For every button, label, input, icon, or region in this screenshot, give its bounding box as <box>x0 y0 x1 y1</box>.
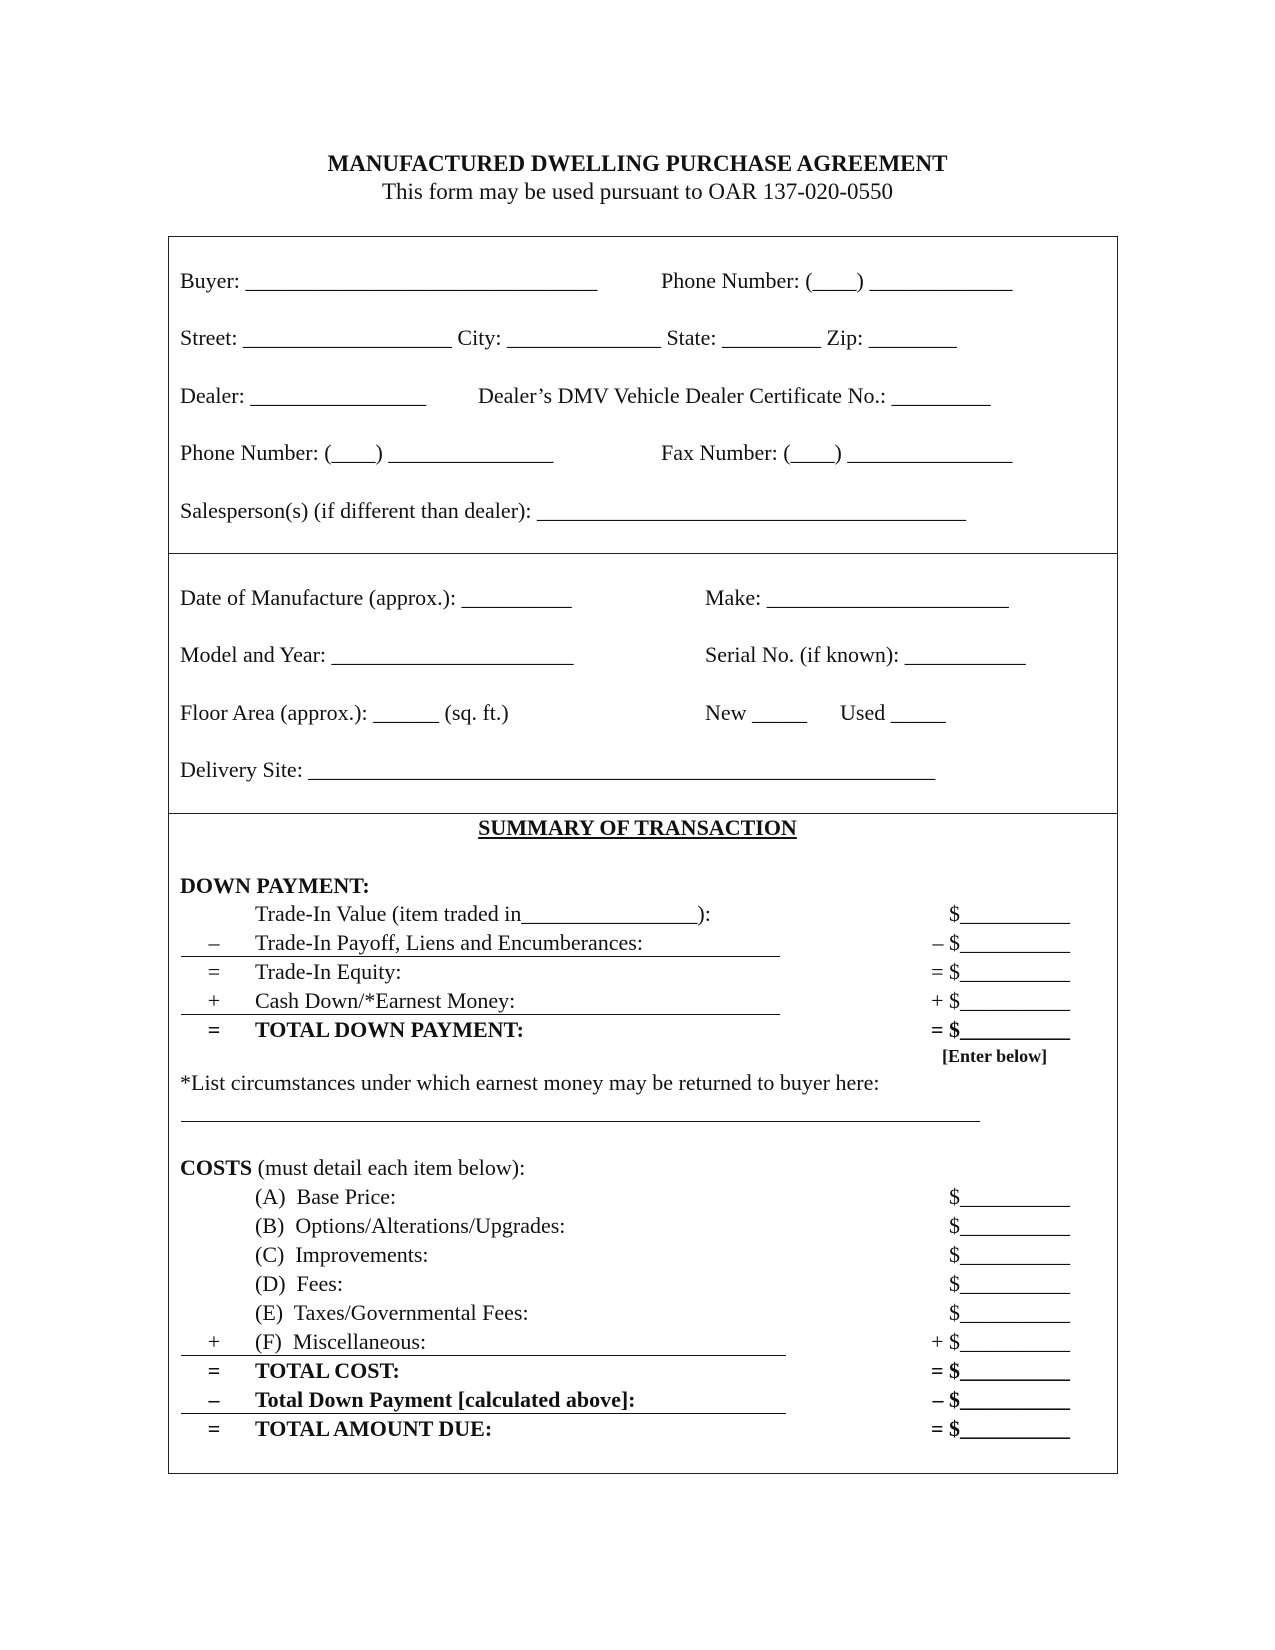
dp-rows-underline <box>181 1014 780 1015</box>
dp-rows-label: Cash Down/*Earnest Money: <box>255 988 516 1013</box>
buyer-phone-field[interactable]: Phone Number: (____) _____________ <box>661 268 1013 293</box>
cost-rows-label: (C) Improvements: <box>255 1242 429 1267</box>
dealer-certificate-field[interactable]: Dealer’s DMV Vehicle Dealer Certificate No.: _________ <box>478 383 991 408</box>
new-field[interactable]: New _____ <box>705 700 808 725</box>
form-subtitle: This form may be used pursuant to OAR 137-020-0550 <box>381 179 894 204</box>
cost-rows-label: TOTAL COST: <box>255 1358 400 1383</box>
date-of-manufacture-field[interactable]: Date of Manufacture (approx.): __________ <box>180 585 572 610</box>
costs-heading: COSTS <box>180 1155 253 1180</box>
dealer-phone-field[interactable]: Phone Number: (____) _______________ <box>180 440 554 465</box>
dp-rows-sign: = <box>207 959 221 984</box>
cost-rows-amount-field[interactable]: $__________ <box>949 1242 1070 1267</box>
cost-rows-sign: = <box>207 1358 221 1383</box>
dp-rows-label: TOTAL DOWN PAYMENT: <box>255 1017 524 1042</box>
dp-rows-amount-field[interactable]: = $__________ <box>931 959 1070 984</box>
salesperson-field[interactable]: Salesperson(s) (if different than dealer): _______________________________________ <box>180 498 966 523</box>
dp-rows-label: Trade-In Payoff, Liens and Encumberances: <box>255 930 643 955</box>
cost-rows-amount-field[interactable]: $__________ <box>949 1271 1070 1296</box>
cost-rows-label: (D) Fees: <box>255 1271 343 1296</box>
floor-area-field[interactable]: Floor Area (approx.): ______ (sq. ft.) <box>180 700 509 725</box>
dp-rows-label: Trade-In Value (item traded in________________): <box>255 901 711 926</box>
costs-heading-line <box>180 1157 525 1179</box>
cost-rows-amount-field[interactable]: = $__________ <box>930 1416 1070 1441</box>
cost-rows-sign: + <box>207 1329 221 1354</box>
cost-rows-amount-field[interactable]: $__________ <box>949 1213 1070 1238</box>
costs-subheading: (must detail each item below): <box>257 1155 526 1180</box>
fax-field[interactable]: Fax Number: (____) _______________ <box>661 440 1013 465</box>
street-city-state-zip-field[interactable]: Street: ___________________ City: ______________ State: _________ Zip: ________ <box>180 325 957 350</box>
delivery-site-field[interactable]: Delivery Site: _________________________________________________________ <box>180 757 936 782</box>
serial-field[interactable]: Serial No. (if known): ___________ <box>705 642 1026 667</box>
cost-rows-sign: – <box>208 1387 220 1412</box>
down-payment-heading: DOWN PAYMENT: <box>180 873 370 898</box>
dp-rows-sign: = <box>207 1017 221 1042</box>
cost-rows-underline <box>181 1413 786 1414</box>
cost-rows-label: (A) Base Price: <box>255 1184 397 1209</box>
dp-rows-label: Trade-In Equity: <box>255 959 402 984</box>
enter-below-note: [Enter below] <box>942 1046 1048 1066</box>
cost-rows-label: (B) Options/Alterations/Upgrades: <box>255 1213 566 1238</box>
cost-rows-label: TOTAL AMOUNT DUE: <box>255 1416 493 1441</box>
summary-heading: SUMMARY OF TRANSACTION <box>478 815 797 840</box>
cost-rows-amount-field[interactable]: $__________ <box>949 1300 1070 1325</box>
dp-rows-amount-field[interactable]: = $__________ <box>930 1017 1070 1042</box>
section-divider-2 <box>168 813 1118 814</box>
model-year-field[interactable]: Model and Year: ______________________ <box>180 642 574 667</box>
dp-rows-amount-field[interactable]: + $__________ <box>931 988 1070 1013</box>
cost-rows-amount-field[interactable]: – $__________ <box>932 1387 1070 1412</box>
dp-rows-amount-field[interactable]: $__________ <box>949 901 1070 926</box>
cost-rows-label: Total Down Payment [calculated above]: <box>255 1387 636 1412</box>
cost-rows-underline <box>181 1355 786 1356</box>
earnest-money-line[interactable] <box>181 1121 980 1122</box>
buyer-field[interactable]: Buyer: ________________________________ <box>180 268 598 293</box>
dp-rows-sign: – <box>208 930 220 955</box>
used-field[interactable]: Used _____ <box>840 700 946 725</box>
dp-rows-amount-field[interactable]: – $__________ <box>932 930 1070 955</box>
section-divider-1 <box>168 553 1118 554</box>
cost-rows-amount-field[interactable]: $__________ <box>949 1184 1070 1209</box>
cost-rows-sign: = <box>207 1416 221 1441</box>
earnest-money-note: *List circumstances under which earnest money may be returned to buyer here: <box>180 1070 880 1095</box>
cost-rows-amount-field[interactable]: + $__________ <box>931 1329 1070 1354</box>
make-field[interactable]: Make: ______________________ <box>705 585 1009 610</box>
cost-rows-amount-field[interactable]: = $__________ <box>930 1358 1070 1383</box>
dealer-field[interactable]: Dealer: ________________ <box>180 383 427 408</box>
dp-rows-underline <box>181 956 780 957</box>
dp-rows-sign: + <box>207 988 221 1013</box>
cost-rows-label: (E) Taxes/Governmental Fees: <box>255 1300 529 1325</box>
form-title: MANUFACTURED DWELLING PURCHASE AGREEMENT <box>327 151 948 176</box>
cost-rows-label: (F) Miscellaneous: <box>255 1329 427 1354</box>
